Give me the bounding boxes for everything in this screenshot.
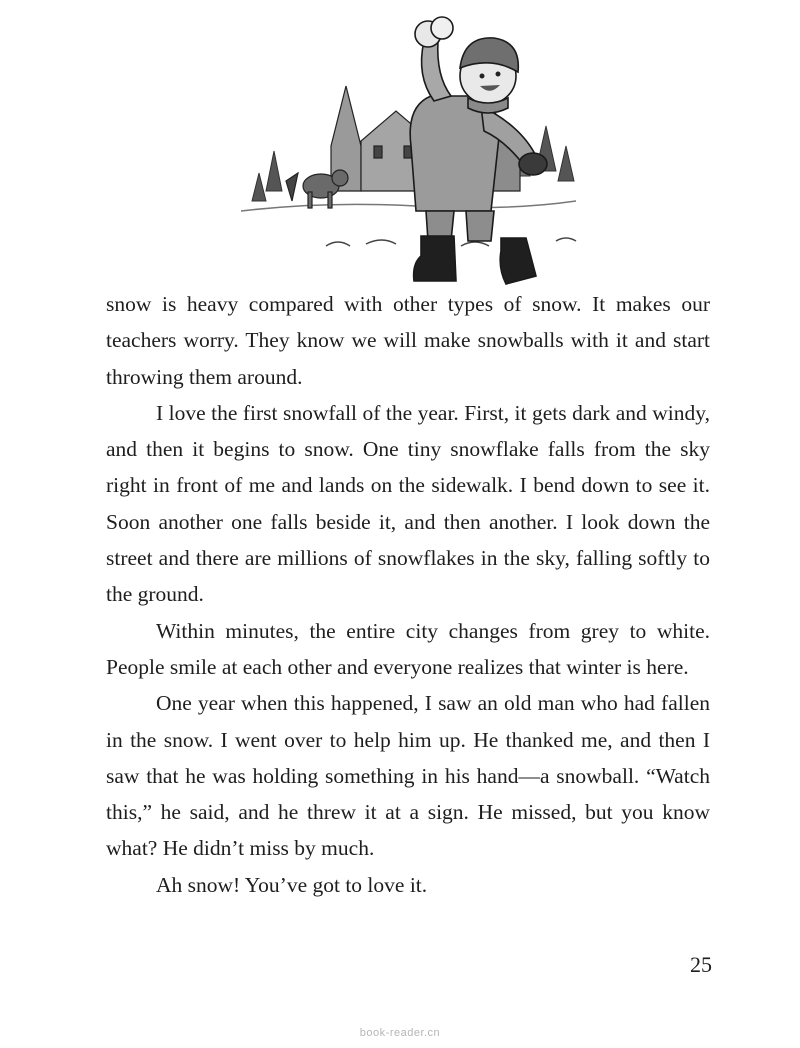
- snowball-child-illustration: [236, 6, 580, 296]
- body-text: [106, 286, 710, 903]
- paragraph-4: One year when this happened, I saw an old man who had fallen in the snow. I went over to help him up. He thanked me, and then I saw that he was holding something in his hand—a snowball. “Watch this,” he said, and he threw it at a sign. He missed, but you know what? He didn’t miss by much.: [106, 691, 710, 861]
- watermark: book-reader.cn: [359, 1027, 441, 1039]
- paragraph-3: Within minutes, the entire city changes from grey to white. People smile at each other and everyone realizes that winter is here.: [106, 618, 710, 679]
- paragraph-2: I love the first snowfall of the year. First, it gets dark and windy, and then it begins to snow. One tiny snowflake falls from the sky right in front of me and lands on the sidewalk. I bend down to see it. Soon another one falls beside it, and then another. I look down the street and there are millions of snowflakes in the sky, falling softly to the ground.: [106, 400, 710, 607]
- page-number: 25: [690, 952, 712, 977]
- paragraph-1: snow is heavy compared with other types of snow. It makes our teachers worry. They know we will make snowballs with it and start throwing them around.: [106, 292, 710, 389]
- paragraph-5: Ah snow! You’ve got to love it.: [156, 872, 428, 897]
